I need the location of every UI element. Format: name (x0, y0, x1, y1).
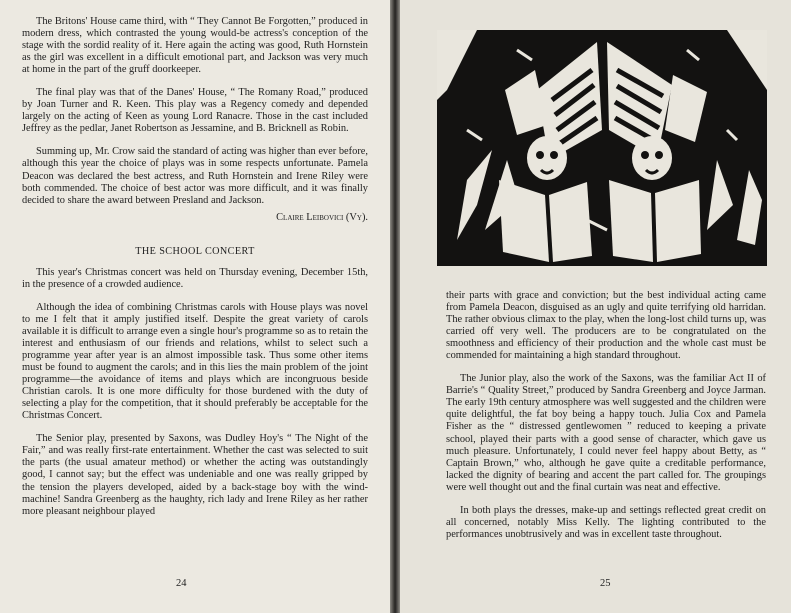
paragraph: The Britons' House came third, with “ They Cannot Be Forgotten,” produced in modern dress, which contrasted the young would-be actress's conception of the stage with the sordid reality of it. Here again the acting was good, Ruth Hornstein as the girl was excellent in a difficult emotional part, and Jackson was very much at home in the part of the gruff doorkeeper. (22, 16, 368, 76)
section-heading: THE SCHOOL CONCERT (135, 245, 255, 257)
paragraph: This year's Christmas concert was held on Thursday evening, December 15th, in the presence of a crowded audience. (22, 266, 368, 290)
linocut-carol-singers-icon (437, 30, 767, 266)
paragraph: Summing up, Mr. Crow said the standard of acting was higher than ever before, although this year the choice of plays was in some respects unfortunate. Pamela Deacon was declared the best actress, and Ruth Hornstein and Irene Riley were both commended. The choice of best actor was more difficult, and it was finally decided to share the award between Presland and Jackson. (22, 146, 368, 206)
paragraph: The Senior play, presented by Saxons, was Dudley Hoy's “ The Night of the Fair,” and was really first-rate entertainment. Whether the cast was selected to suit the parts (the usual amateur method) or whether the acting was outstandingly good, I cannot say; but the effect was undeniable and one was really gripped by the tension the players developed, aided by a back-stage boy with the wind-machine! Sandra Greenberg as the haughty, rich lady and Irene Riley as her rather more pleasant neighbour played (22, 433, 368, 517)
paragraph: their parts with grace and conviction; but the best individual acting came from Pamela Deacon, disguised as an ugly and quite terrifying old harridan. The rather obvious climax to the play, when the long-lost child turns up, was carried off very well. The producers are to be congratulated on the smoothness and efficiency of their production and the whole cast must be commended for maintaining a high standard throughout. (446, 290, 766, 362)
right-column (446, 290, 766, 552)
paragraph: In both plays the dresses, make-up and settings reflected great credit on all concerned, notably Miss Kelly. The lighting contributed to the performances unobtrusively and was in excellent taste throughout. (446, 504, 766, 540)
page-number-left: 24 (176, 578, 187, 589)
left-column (22, 16, 368, 529)
right-page (400, 0, 791, 613)
paragraph: The Junior play, also the work of the Saxons, was the familiar Act II of Barrie's “ Quality Street,” produced by Sandra Greenberg and Joyce Jarman. The early 19th century atmosphere was well suggested and the children were quite delightful, the fat boy being a happy touch. Julia Cox and Pamela Fisher as the “ distressed gentlewomen ” reduced to keeping a private school, played their parts with a good sense of character, which gave us much pleasure. Unfortunately, I could never feel happy about Betty, as “ Captain Brown,” who, although he gave quite a creditable performance, lacked the dignity of bearing and accent the part called for. The groupings were well thought out and the final curtain was neat and effective. (446, 373, 766, 493)
book-gutter (390, 0, 400, 613)
page-number-right: 25 (600, 578, 611, 589)
left-page (0, 0, 390, 613)
paragraph: The final play was that of the Danes' House, “ The Romany Road,” produced by Joan Turner and R. Keen. This play was a Regency comedy and depended largely on the acting of Keen as young Lord Ranacre. Those in the cast included Jeffrey as the pedlar, Janet Robertson as Jessamine, and B. Bricknell as Robin. (22, 87, 368, 135)
author-signature: Claire Leibovici (Vy). (276, 211, 368, 223)
paragraph: Although the idea of combining Christmas carols with House plays was novel to me I felt that it amply justified itself. Despite the great variety of carols available it is difficult to arrange even a single hour's programme so as to retain the interest and enthusiasm of our friends and relations, whilst to select such a programme year after year is an almost impossible task. Thus some other items must be found to augment the carols; and in this lies the main problem of the joint programme—the avoidance of items and plays which are incongruous beside Christian carols. It is one more difficulty for those burdened with the duty of selecting a play for the competition, that it should preferably be acceptable for the Christmas Concert. (22, 301, 368, 422)
